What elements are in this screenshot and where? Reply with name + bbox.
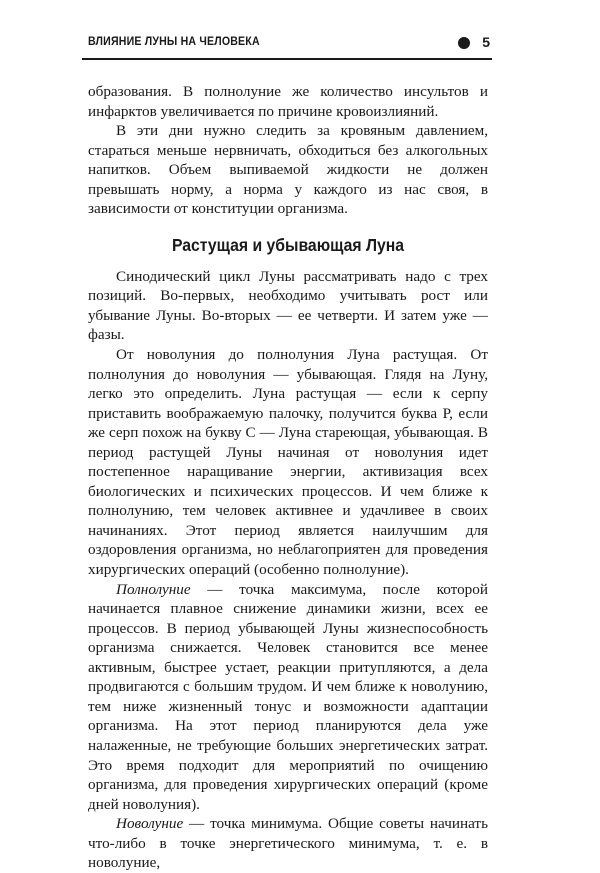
term-new-moon: Новолуние — [116, 815, 184, 833]
paragraph-text: — точка минимума. Общие советы начинать что-либо в точке энергетического минимума, т. е. в новолуние, — [88, 815, 488, 872]
page-number: 5 — [482, 34, 490, 50]
paragraph: образования. В полнолуние же количество инсультов и инфарктов увеличивается по причине кровоизлияний. — [88, 83, 488, 120]
running-head — [82, 34, 492, 60]
paragraph-text: — точка максимума, после которой начинается плавное снижение динамики жизни, всех ее процессов. В период убывающей Луны жизнеспособность организма снижается. Человек становится все менее активным, быстрее устает, реакции притупляются, а дела продвигаются с большим трудом. И чем ближе к новолунию, тем ниже жизненный тонус и возможности адаптации организма. На этот период планируются дела уже налаженные, не требующие больших энергетических затрат. Это время подходит для мероприятий по очищению организма, для проведения хирургических операций (кроме дней новолуния). — [88, 580, 488, 813]
paragraph-new-moon — [88, 814, 488, 873]
paragraph: От новолуния до полнолуния Луна растущая. От полнолуния до новолуния — убывающая. Глядя на Луну, легко это определить. Луна растущая — если к серпу приставить воображаемую палочку, получится буква Р, если же серп похож на букву С — Луна стареющая, убывающая. В период растущей Луны начиная от новолуния идет постепенное наращивание энергии, активизация всех биологических и психических процессов. И чем ближе к полнолунию, тем человек активнее и удачливее в своих начинаниях. Этот период является наилучшим для оздоровления организма, но неблагоприятен для проведения хирургических операций (особенно полнолуние). — [88, 346, 488, 579]
paragraph: В эти дни нужно следить за кровяным давлением, стараться меньше нервничать, обходиться без алкогольных напитков. Объем выпиваемой жидкости не должен превышать норму, а норма у каждого из нас своя, в зависимости от конституции организма. — [88, 122, 488, 218]
running-title: ВЛИЯНИЕ ЛУНЫ НА ЧЕЛОВЕКА — [88, 36, 260, 48]
body-text — [88, 82, 488, 873]
term-full-moon: Полнолуние — [116, 580, 191, 598]
paragraph-full-moon — [88, 580, 488, 815]
bullet-icon — [458, 37, 470, 49]
paragraph: Синодический цикл Луны рассматривать надо с трех позиций. Во-первых, необходимо учитывать рост или убывание Луны. Во-вторых — ее четверти. И затем уже — фазы. — [88, 267, 488, 344]
section-title: Растущая и убывающая Луна — [171, 234, 405, 255]
